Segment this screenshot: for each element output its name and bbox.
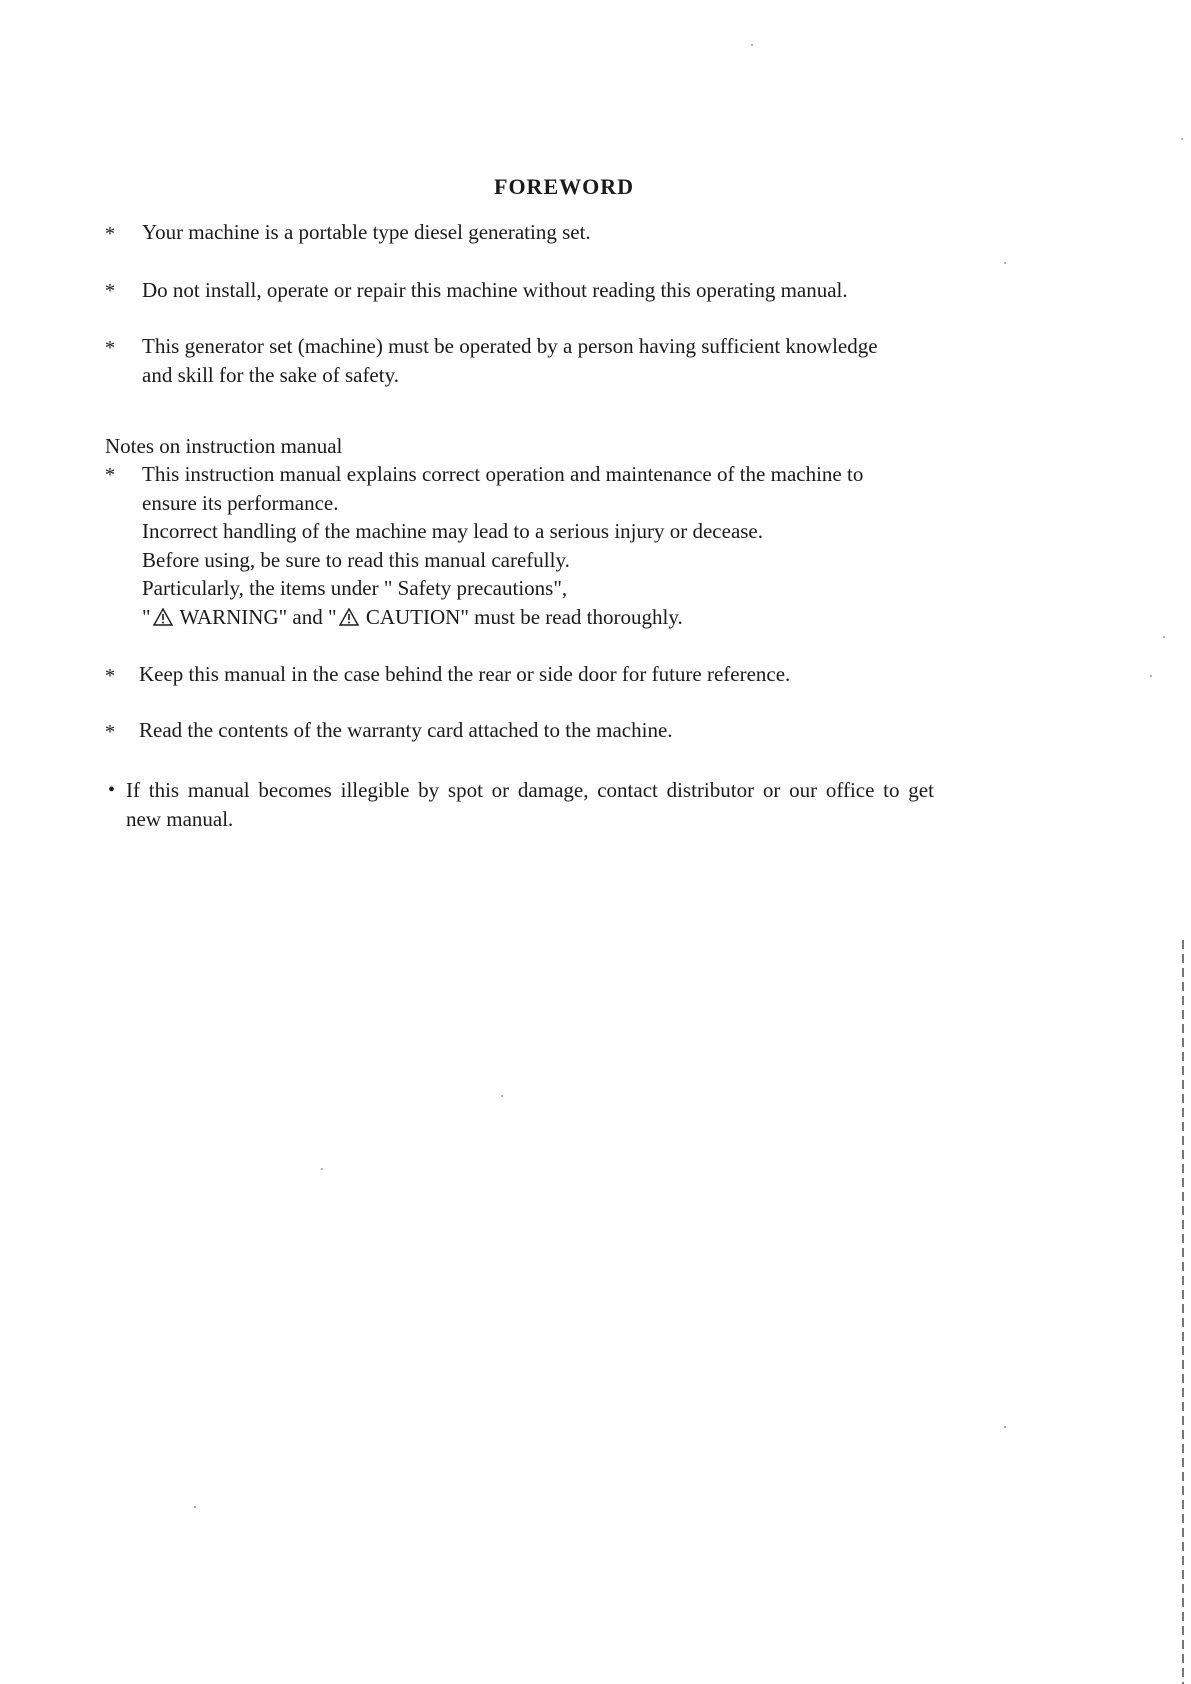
- bullet-asterisk: *: [105, 464, 115, 486]
- notes-line-5: Particularly, the items under " Safety precautions",: [142, 576, 568, 600]
- scan-speck: [321, 1168, 323, 1170]
- warning-quote-open: ": [142, 605, 151, 629]
- page-title: FOREWORD: [494, 174, 634, 199]
- scan-speck: [1004, 1426, 1006, 1428]
- notes-warning-line: [142, 603, 683, 632]
- bullet-asterisk: *: [105, 223, 115, 245]
- foreword-item-1: Your machine is a portable type diesel generating set.: [142, 220, 591, 244]
- illegible-item-line-2: new manual.: [126, 807, 234, 831]
- caution-label: CAUTION" must be read thoroughly.: [360, 605, 683, 629]
- scan-speck: [1163, 636, 1165, 638]
- notes-heading: Notes on instruction manual: [105, 434, 343, 458]
- caution-triangle-icon: [339, 604, 359, 632]
- scan-speck: [1181, 138, 1183, 140]
- illegible-item-line-1: If this manual becomes illegible by spot or damage, contact distributor or our office to get: [126, 778, 934, 802]
- scan-speck: [1004, 262, 1006, 264]
- notes-line-1: This instruction manual explains correct operation and maintenance of the machine to: [142, 462, 864, 486]
- notes-line-3: Incorrect handling of the machine may lead to a serious injury or decease.: [142, 519, 764, 543]
- foreword-item-3-line-1: This generator set (machine) must be operated by a person having sufficient knowledge: [142, 334, 878, 358]
- foreword-item-3-line-2: and skill for the sake of safety.: [142, 363, 399, 387]
- scan-speck: [1150, 675, 1152, 677]
- scan-edge-mark: [1182, 940, 1184, 1684]
- bullet-asterisk: *: [105, 337, 115, 359]
- warranty-item: Read the contents of the warranty card attached to the machine.: [139, 718, 673, 742]
- scan-speck: [194, 1506, 196, 1508]
- warning-label: WARNING" and ": [174, 605, 337, 629]
- keep-manual-item: Keep this manual in the case behind the rear or side door for future reference.: [139, 662, 791, 686]
- foreword-item-2: Do not install, operate or repair this machine without reading this operating manual.: [142, 278, 848, 302]
- scan-speck: [501, 1095, 503, 1097]
- notes-line-2: ensure its performance.: [142, 491, 339, 515]
- scan-speck: [751, 44, 753, 46]
- bullet-dot: •: [108, 779, 116, 801]
- bullet-asterisk: *: [105, 721, 115, 743]
- notes-line-4: Before using, be sure to read this manual carefully.: [142, 548, 570, 572]
- warning-triangle-icon: [153, 604, 173, 632]
- bullet-asterisk: *: [105, 280, 115, 302]
- bullet-asterisk: *: [105, 665, 115, 687]
